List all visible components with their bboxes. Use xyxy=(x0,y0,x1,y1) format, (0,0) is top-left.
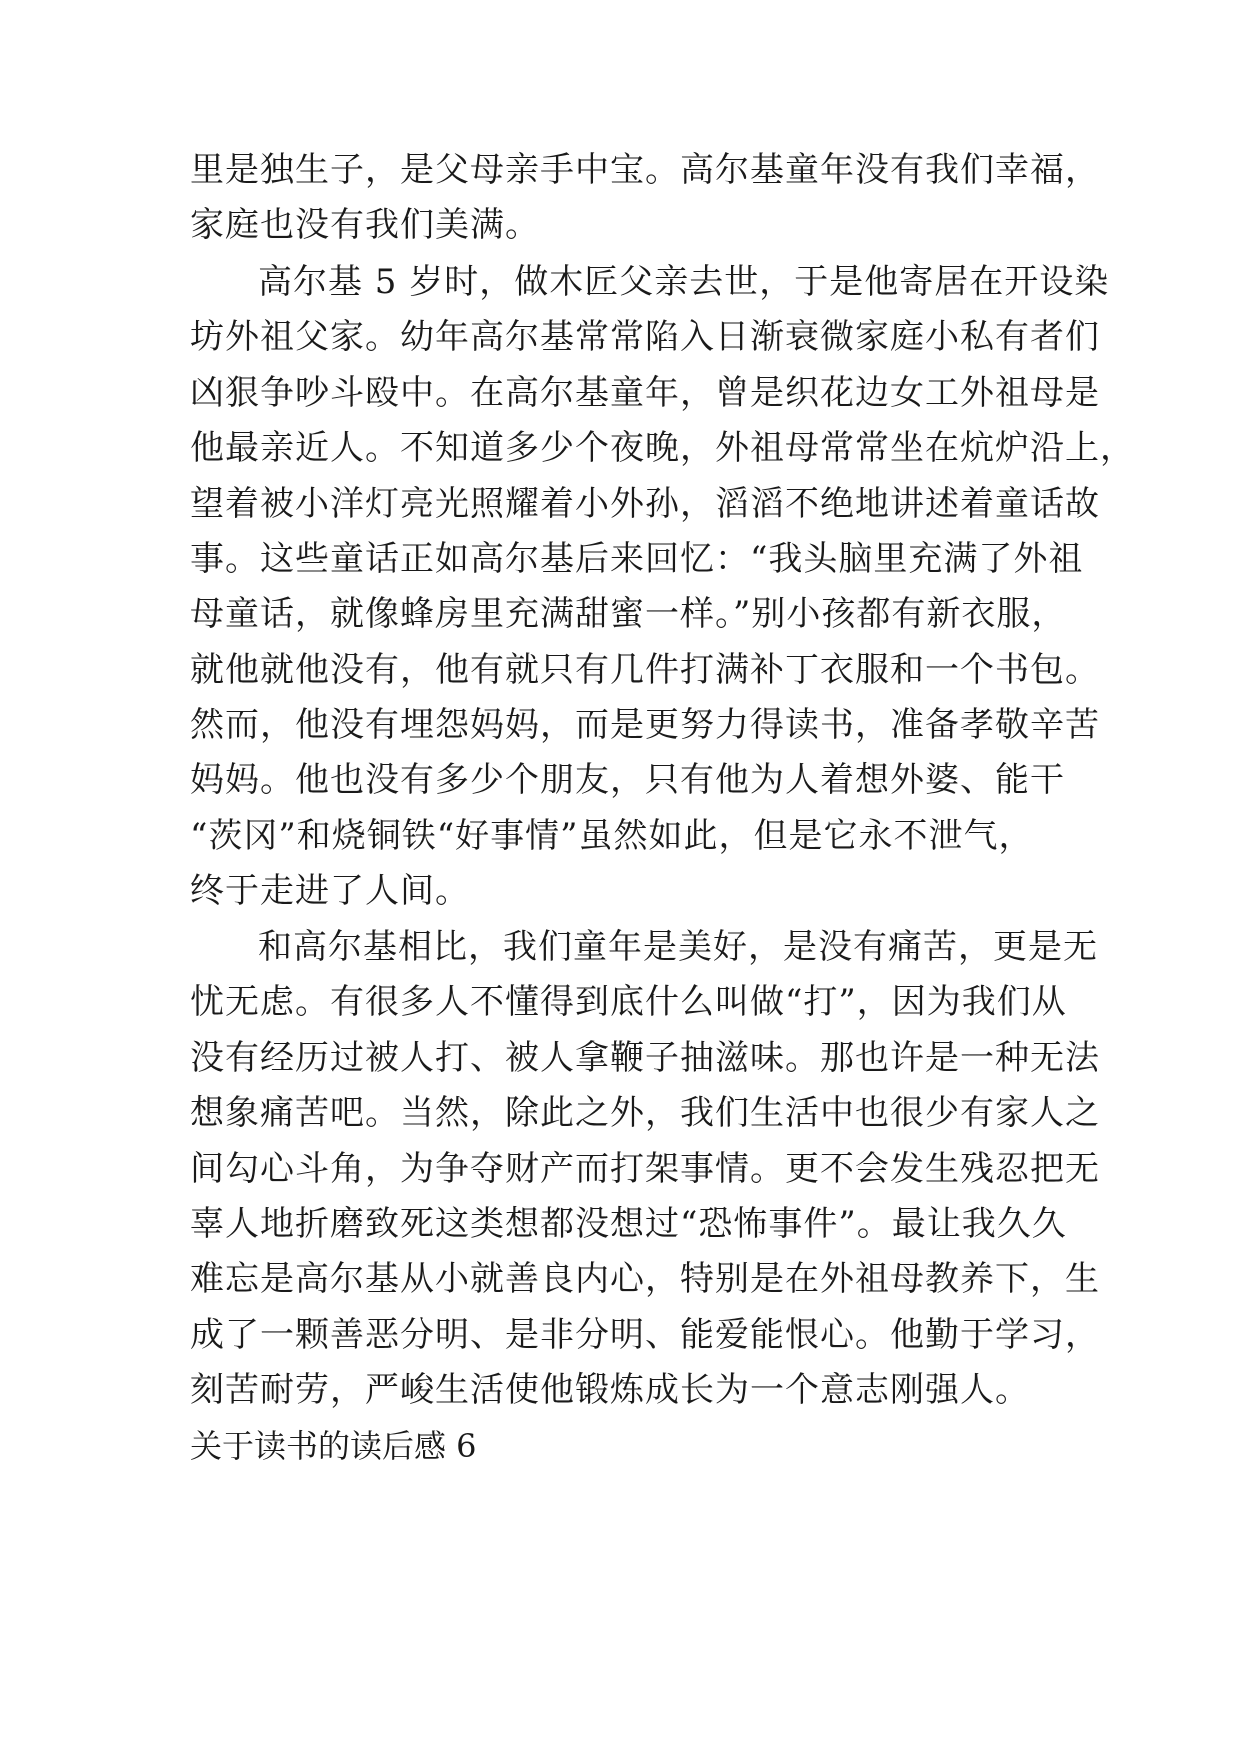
paragraph-3-line-3: 没有经历过被人打、被人拿鞭子抽滋味。那也许是一种无法 xyxy=(190,1038,1100,1078)
paragraph-3-line-5: 间勾心斗角，为争夺财产而打架事情。更不会发生残忍把无 xyxy=(190,1149,1100,1189)
paragraph-2-line-1: 高尔基 5 岁时，做木匠父亲去世，于是他寄居在开设染 xyxy=(258,262,1110,302)
paragraph-2-line-12: 终于走进了人间。 xyxy=(190,871,470,911)
paragraph-2-line-10: 妈妈。他也没有多少个朋友，只有他为人着想外婆、能干 xyxy=(190,760,1065,800)
paragraph-2-line-7: 母童话，就像蜂房里充满甜蜜一样。”别小孩都有新衣服， xyxy=(190,594,1067,634)
paragraph-1-line-1: 里是独生子，是父母亲手中宝。高尔基童年没有我们幸福， xyxy=(190,150,1100,190)
section-heading: 关于读书的读后感 6 xyxy=(190,1427,477,1465)
paragraph-2-line-6: 事。这些童话正如高尔基后来回忆：“我头脑里充满了外祖 xyxy=(190,539,1084,579)
paragraph-3-line-7: 难忘是高尔基从小就善良内心，特别是在外祖母教养下，生 xyxy=(190,1259,1100,1299)
paragraph-3-line-2: 忧无虑。有很多人不懂得到底什么叫做“打”，因为我们从 xyxy=(190,982,1067,1022)
paragraph-3-line-6: 辜人地折磨致死这类想都没想过“恐怖事件”。最让我久久 xyxy=(190,1204,1067,1244)
paragraph-2-line-4: 他最亲近人。不知道多少个夜晚，外祖母常常坐在炕炉沿上， xyxy=(190,428,1135,468)
paragraph-3-line-4: 想象痛苦吧。当然，除此之外，我们生活中也很少有家人之 xyxy=(190,1093,1100,1133)
paragraph-2-line-3: 凶狠争吵斗殴中。在高尔基童年，曾是织花边女工外祖母是 xyxy=(190,373,1100,413)
paragraph-3-line-9: 刻苦耐劳，严峻生活使他锻炼成长为一个意志刚强人。 xyxy=(190,1370,1030,1410)
paragraph-3-line-1: 和高尔基相比，我们童年是美好，是没有痛苦，更是无 xyxy=(258,927,1098,967)
paragraph-2-line-2: 坊外祖父家。幼年高尔基常常陷入日渐衰微家庭小私有者们 xyxy=(190,317,1100,357)
paragraph-2-line-5: 望着被小洋灯亮光照耀着小外孙，滔滔不绝地讲述着童话故 xyxy=(190,484,1100,524)
paragraph-2-line-8: 就他就他没有，他有就只有几件打满补丁衣服和一个书包。 xyxy=(190,650,1100,690)
paragraph-2-line-11: “茨冈”和烧铜铁“好事情”虽然如此，但是它永不泄气， xyxy=(190,816,1034,856)
paragraph-1-line-2: 家庭也没有我们美满。 xyxy=(190,205,540,245)
paragraph-2-line-9: 然而，他没有埋怨妈妈，而是更努力得读书，准备孝敬辛苦 xyxy=(190,705,1100,745)
paragraph-3-line-8: 成了一颗善恶分明、是非分明、能爱能恨心。他勤于学习， xyxy=(190,1315,1100,1355)
